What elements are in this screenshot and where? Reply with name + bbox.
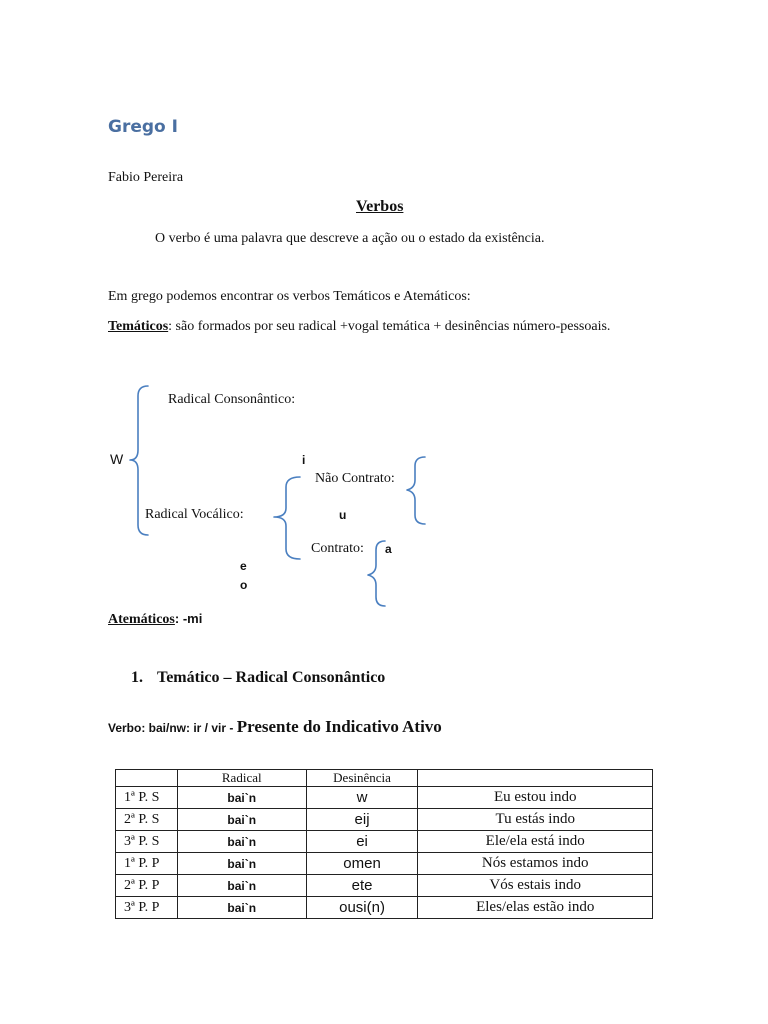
radical-consonantico-label: Radical Consonântico:: [168, 392, 296, 407]
table-row: [116, 787, 653, 809]
atematicos-label: Atemáticos: [108, 612, 175, 627]
translation-cell: Tu estás indo: [418, 809, 653, 831]
person-cell: 3ª P. P: [116, 897, 178, 919]
verb-definition: O verbo é uma palavra que descreve a ação ou o estado da existência.: [155, 231, 545, 246]
header-cell: [418, 770, 653, 787]
translation-cell: Vós estais indo: [418, 875, 653, 897]
vowel-u: u: [339, 508, 347, 522]
header-cell: [116, 770, 178, 787]
radical-cell: bai`n: [177, 787, 306, 809]
person-cell: 1ª P. S: [116, 787, 178, 809]
atematicos-line: [108, 611, 202, 628]
header-desinencia: Desinência: [306, 770, 418, 787]
translation-cell: Nós estamos indo: [418, 853, 653, 875]
person-cell: 1ª P. P: [116, 853, 178, 875]
root-w: W: [110, 451, 124, 467]
ending-cell: omen: [306, 853, 418, 875]
nao-contrato-label: Não Contrato:: [315, 471, 395, 486]
translation-cell: Eu estou indo: [418, 787, 653, 809]
radical-cell: bai`n: [177, 897, 306, 919]
contrato-brace: [368, 541, 385, 606]
table-row: [116, 875, 653, 897]
person-cell: 3ª P. S: [116, 831, 178, 853]
table-row: [116, 809, 653, 831]
vowel-i: i: [302, 453, 306, 467]
atematicos-text: : -mi: [174, 611, 203, 626]
table-row: [116, 831, 653, 853]
radical-vocalico-label: Radical Vocálico:: [145, 507, 244, 522]
person-cell: 2ª P. S: [116, 809, 178, 831]
nao-contrato-brace: [407, 457, 425, 524]
document-title: Grego I: [108, 117, 178, 137]
radical-cell: bai`n: [177, 809, 306, 831]
section-title: Verbos: [356, 198, 404, 215]
table-row: [116, 853, 653, 875]
intro-text: Em grego podemos encontrar os verbos Temáticos e Atemáticos:: [108, 289, 471, 304]
tematicos-label: Temáticos: [108, 319, 169, 334]
verb-line: [108, 717, 442, 737]
contrato-label: Contrato:: [311, 541, 364, 556]
verb-prefix: Verbo: bai/nw: ir / vir -: [108, 721, 237, 735]
ending-cell: eij: [306, 809, 418, 831]
section-heading: Temático – Radical Consonântico: [157, 669, 386, 686]
author-name: Fabio Pereira: [108, 170, 184, 185]
ending-cell: ete: [306, 875, 418, 897]
translation-cell: Eles/elas estão indo: [418, 897, 653, 919]
list-number: 1.: [131, 669, 143, 686]
vowel-a: a: [385, 542, 392, 556]
table-row: [116, 897, 653, 919]
vowel-o: o: [240, 578, 248, 592]
ending-cell: ousi(n): [306, 897, 418, 919]
vowel-e: e: [240, 559, 247, 573]
person-cell: 2ª P. P: [116, 875, 178, 897]
verb-tense: Presente do Indicativo Ativo: [236, 717, 442, 736]
vocalico-brace: [274, 477, 300, 559]
header-radical: Radical: [177, 770, 306, 787]
table-header-row: [116, 770, 653, 787]
radical-cell: bai`n: [177, 853, 306, 875]
tematicos-text: : são formados por seu radical +vogal temática + desinências número-pessoais.: [168, 319, 611, 334]
translation-cell: Ele/ela está indo: [418, 831, 653, 853]
ending-cell: ei: [306, 831, 418, 853]
radical-cell: bai`n: [177, 831, 306, 853]
conjugation-table: [115, 769, 653, 919]
ending-cell: w: [306, 787, 418, 809]
radical-cell: bai`n: [177, 875, 306, 897]
